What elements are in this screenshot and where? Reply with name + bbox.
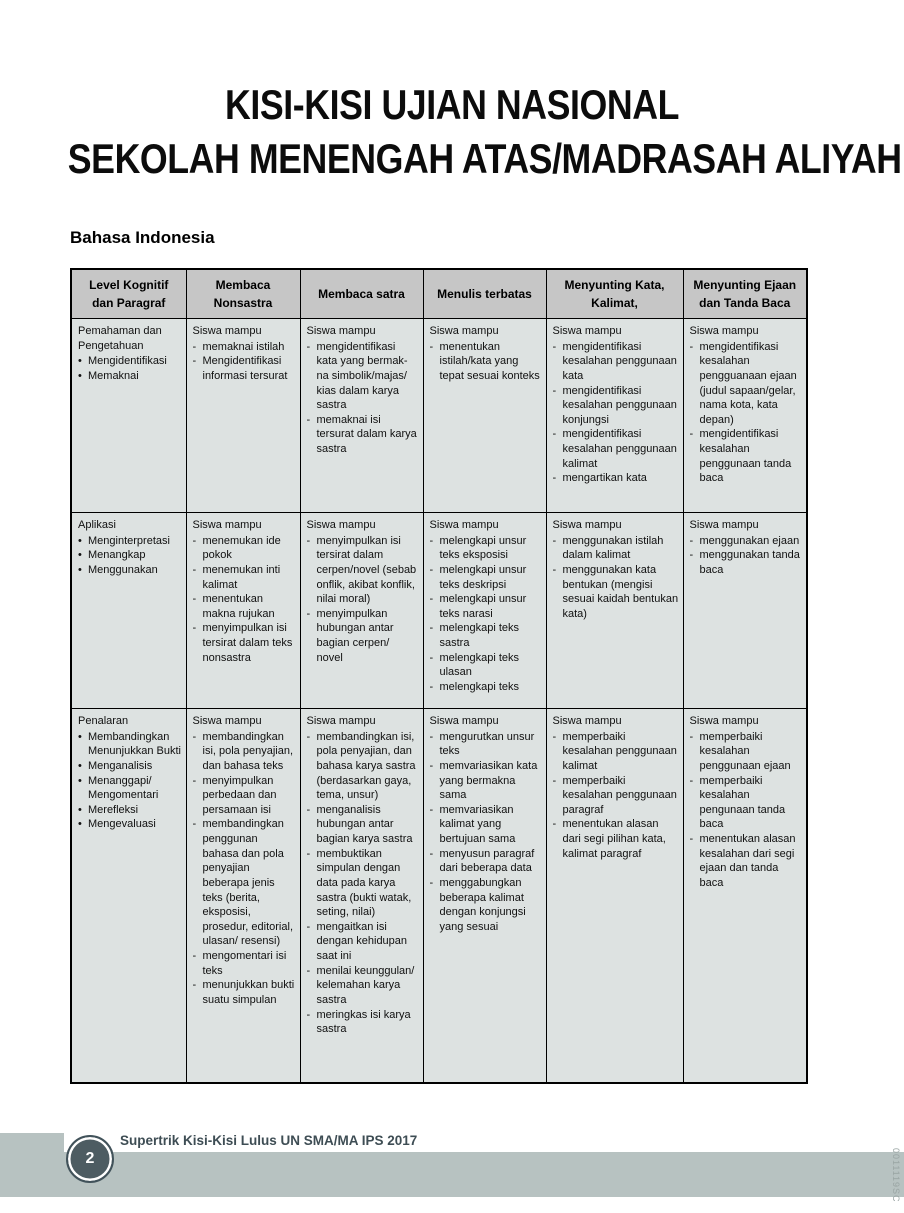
title-line-2: SEKOLAH MENENGAH ATAS/MADRASAH ALIYAH xyxy=(67,134,902,182)
item-text: mengidentifikasi kesalahan penggunaan kalimat xyxy=(562,428,677,470)
table-cell xyxy=(683,709,807,1084)
dash-marker: - xyxy=(306,1008,311,1021)
dash-marker: - xyxy=(429,622,434,635)
item-text: memaknai isi tersurat dalam karya sastra xyxy=(316,413,417,455)
item-text: membuktikan simpulan dengan data pada karya sastra (bukti watak, seting, nilai) xyxy=(316,847,412,919)
item-text: mengurutkan unsur teks xyxy=(439,730,535,758)
cell-item xyxy=(78,759,182,774)
item-text: mengaitkan isi dengan kehidupan saat ini xyxy=(316,920,408,962)
item-text: menggunakan kata bentukan (mengisi sesuai kaidah bentukan kata) xyxy=(562,563,679,620)
table-cell xyxy=(300,513,423,709)
page-number-badge xyxy=(66,1135,114,1183)
column-header: Menyunting Ejaan dan Tanda Baca xyxy=(683,269,807,319)
dash-marker: - xyxy=(192,818,197,831)
cell-item xyxy=(430,340,542,384)
item-text: mengartikan kata xyxy=(562,472,647,485)
item-text: Membandingkan Menunjukkan Bukti xyxy=(88,730,181,758)
table-cell xyxy=(186,709,300,1084)
cell-item-list xyxy=(553,534,679,622)
cell-intro: Siswa mampu xyxy=(306,519,376,531)
cell-intro: Siswa mampu xyxy=(429,519,499,531)
item-text: melengkapi unsur teks narasi xyxy=(439,593,527,620)
item-text: menunjukkan bukti suatu simpulan xyxy=(202,979,295,1006)
item-text: mengidentifikasi kesalahan penggunaan kata xyxy=(562,340,677,382)
item-text: Menginterpretasi xyxy=(88,534,170,547)
section-title: Bahasa Indonesia xyxy=(70,228,215,247)
dash-marker: - xyxy=(429,651,434,664)
dash-marker: - xyxy=(306,534,311,547)
footer-band-notch xyxy=(0,1133,64,1153)
dash-marker: - xyxy=(552,340,557,353)
item-text: Memaknai xyxy=(88,369,139,382)
dash-marker: - xyxy=(429,680,434,693)
item-text: meringkas isi karya sastra xyxy=(316,1008,411,1036)
cell-item xyxy=(430,847,542,876)
cell-item xyxy=(430,876,542,935)
item-text: melengkapi teks sastra xyxy=(439,622,519,649)
table-cell xyxy=(71,513,186,709)
dash-marker: - xyxy=(306,847,311,860)
bullet-marker: • xyxy=(78,803,82,816)
item-text: mengidentifikasi kesalahan pengguanaan ejaan (judul sapaan/gelar, nama kota, kata depan) xyxy=(699,340,797,426)
cell-item xyxy=(78,803,182,818)
cell-item xyxy=(430,563,542,592)
column-header: Menulis terbatas xyxy=(423,269,546,319)
cell-intro: Siswa mampu xyxy=(192,715,262,727)
item-text: mengidentifikasi kesalahan penggunaan konjungsi xyxy=(562,384,677,426)
bullet-marker: • xyxy=(78,369,82,382)
dash-marker: - xyxy=(192,622,197,635)
dash-marker: - xyxy=(689,774,694,787)
table-header-row xyxy=(71,269,807,319)
table-row xyxy=(71,709,807,1084)
cell-item xyxy=(430,534,542,563)
item-text: menyimpulkan perbedaan dan persamaan isi xyxy=(202,774,277,816)
cell-item xyxy=(553,534,679,563)
cell-item xyxy=(690,730,803,774)
dash-marker: - xyxy=(306,340,311,353)
item-text: melengkapi unsur teks eksposisi xyxy=(439,534,527,562)
cell-item-list xyxy=(430,340,542,384)
dash-marker: - xyxy=(689,340,694,353)
cell-item-list xyxy=(78,534,182,578)
dash-marker: - xyxy=(192,950,197,962)
cell-item-list xyxy=(690,340,803,486)
cell-item xyxy=(78,369,182,384)
cell-item-list xyxy=(193,534,296,666)
item-text: Menganalisis xyxy=(88,759,153,772)
item-text: menentukan makna rujukan xyxy=(202,593,275,620)
table-cell xyxy=(423,709,546,1084)
cell-item xyxy=(430,621,542,650)
item-text: membandingkan isi, pola penyajian, dan bahasa teks xyxy=(202,730,294,772)
cell-item-list xyxy=(690,534,803,578)
item-text: memperbaiki kesalahan pengunaan tanda baca xyxy=(699,774,786,831)
item-text: melengkapi teks xyxy=(439,680,519,693)
item-text: menemukan ide pokok xyxy=(202,534,281,562)
cell-item-list xyxy=(553,340,679,486)
item-text: Menangkap xyxy=(88,549,146,562)
item-text: memvariasikan kata yang bermakna sama xyxy=(439,759,538,802)
cell-intro: Siswa mampu xyxy=(689,325,759,337)
item-text: mengidentifikasi kesalahan penggunaan tanda baca xyxy=(699,428,792,485)
cell-item xyxy=(553,563,679,622)
dash-marker: - xyxy=(192,355,197,368)
item-text: menemukan inti kalimat xyxy=(202,563,281,591)
cell-item xyxy=(553,471,679,486)
dash-marker: - xyxy=(306,964,311,977)
cell-item-list xyxy=(430,534,542,695)
dash-marker: - xyxy=(689,833,694,845)
cell-item xyxy=(430,759,542,803)
column-header: Level Kognitif dan Paragraf xyxy=(71,269,186,319)
dash-marker: - xyxy=(552,774,557,787)
cell-item xyxy=(193,340,296,355)
cell-item xyxy=(553,384,679,428)
footer-text: Supertrik Kisi-Kisi Lulus UN SMA/MA IPS 2017 xyxy=(120,1133,418,1148)
dash-marker: - xyxy=(306,920,311,933)
dash-marker: - xyxy=(429,847,434,860)
table-body xyxy=(71,319,807,1084)
cell-item xyxy=(307,920,419,964)
dash-marker: - xyxy=(429,876,434,889)
page-number: 2 xyxy=(85,1150,95,1167)
item-text: menyusun paragraf dari beberapa data xyxy=(439,847,535,875)
column-header: Menyunting Kata, Kalimat, xyxy=(546,269,683,319)
item-text: menyimpulkan isi tersirat dalam teks nonsastra xyxy=(202,622,293,664)
table-cell xyxy=(300,319,423,513)
item-text: mengidentifikasi kata yang bermak-na simbolik/majas/ kias dalam karya sastra xyxy=(316,340,408,412)
item-text: Menanggapi/ Mengomentari xyxy=(88,774,159,802)
bullet-marker: • xyxy=(78,818,82,831)
item-text: melengkapi unsur teks deskripsi xyxy=(439,563,527,591)
table-cell xyxy=(186,319,300,513)
dash-marker: - xyxy=(552,563,557,576)
cell-item xyxy=(307,803,419,847)
dash-marker: - xyxy=(552,818,557,831)
item-text: memaknai istilah xyxy=(202,340,285,353)
table-row xyxy=(71,513,807,709)
cell-intro: Siswa mampu xyxy=(192,519,262,531)
cell-item-list xyxy=(193,730,296,1008)
dash-marker: - xyxy=(429,563,434,576)
dash-marker: - xyxy=(552,730,557,743)
cell-item xyxy=(430,803,542,847)
item-text: mengomentari isi teks xyxy=(202,950,287,977)
item-text: memperbaiki kesalahan penggunaan ejaan xyxy=(699,730,791,772)
item-text: Mengidentifikasi xyxy=(88,355,167,368)
item-text: melengkapi teks ulasan xyxy=(439,651,519,679)
cell-item-list xyxy=(690,730,803,891)
cell-item xyxy=(307,607,419,666)
cell-item xyxy=(193,534,296,563)
dash-marker: - xyxy=(429,803,434,816)
item-text: menggunakan istilah dalam kalimat xyxy=(562,534,664,562)
table-cell xyxy=(71,319,186,513)
cell-intro: Siswa mampu xyxy=(306,325,376,337)
cell-item xyxy=(307,964,419,1008)
cell-item xyxy=(193,978,296,1007)
cell-item xyxy=(307,1008,419,1037)
item-text: menentukan alasan kesalahan dari segi ejaan dan tanda baca xyxy=(699,833,796,889)
cell-item xyxy=(78,817,182,832)
table-cell xyxy=(546,709,683,1084)
bullet-marker: • xyxy=(78,549,82,562)
cell-item xyxy=(78,548,182,563)
dash-marker: - xyxy=(689,730,694,743)
cell-item xyxy=(430,651,542,680)
table-cell xyxy=(683,319,807,513)
cell-item xyxy=(193,354,296,383)
cell-item-list xyxy=(78,354,182,383)
cell-item xyxy=(690,427,803,486)
cell-item xyxy=(78,534,182,549)
item-text: membandingkan isi, pola penyajian, dan bahasa karya sastra (berdasarkan gaya, tema, unsur) xyxy=(316,730,416,802)
cell-intro: Siswa mampu xyxy=(552,715,622,727)
dash-marker: - xyxy=(306,607,311,620)
cell-item xyxy=(430,730,542,759)
cell-intro: Siswa mampu xyxy=(429,715,499,727)
cell-item xyxy=(430,592,542,621)
bullet-marker: • xyxy=(78,355,82,368)
dash-marker: - xyxy=(429,534,434,547)
cell-item-list xyxy=(307,730,419,1037)
dash-marker: - xyxy=(306,803,311,816)
dash-marker: - xyxy=(552,428,557,441)
cell-item xyxy=(193,621,296,665)
cell-item-list xyxy=(78,730,182,832)
item-text: menggunakan tanda baca xyxy=(699,549,800,576)
item-text: Merefleksi xyxy=(88,803,139,816)
cell-item xyxy=(307,534,419,607)
cell-item xyxy=(553,774,679,818)
cell-item xyxy=(193,817,296,949)
cell-item-list xyxy=(193,340,296,384)
table-row xyxy=(71,319,807,513)
cell-item-list xyxy=(307,534,419,666)
cell-item xyxy=(307,413,419,457)
item-text: Mengidentifikasi informasi tersurat xyxy=(202,355,288,382)
cell-intro: Siswa mampu xyxy=(306,715,376,727)
dash-marker: - xyxy=(192,534,197,547)
table-cell xyxy=(423,319,546,513)
item-text: memvariasikan kalimat yang bertujuan sama xyxy=(439,803,516,845)
dash-marker: - xyxy=(192,340,197,353)
cell-item-list xyxy=(553,730,679,862)
cell-item xyxy=(193,774,296,818)
side-code: 0011119SC xyxy=(891,1148,901,1203)
cell-item xyxy=(690,534,803,549)
cell-item xyxy=(307,340,419,413)
cell-intro: Aplikasi xyxy=(78,519,116,531)
cell-item xyxy=(78,730,182,759)
table-cell xyxy=(423,513,546,709)
title-line-1: KISI-KISI UJIAN NASIONAL xyxy=(225,81,679,128)
dash-marker: - xyxy=(306,730,311,743)
cell-item xyxy=(690,340,803,428)
dash-marker: - xyxy=(192,730,197,743)
cell-intro: Siswa mampu xyxy=(689,519,759,531)
column-header: Membaca Nonsastra xyxy=(186,269,300,319)
dash-marker: - xyxy=(306,413,311,426)
cell-intro: Pemahaman dan Pengetahuan xyxy=(78,325,162,352)
cell-item-list xyxy=(430,730,542,935)
item-text: menentukan istilah/kata yang tepat sesuai konteks xyxy=(439,340,540,382)
cell-item xyxy=(78,563,182,578)
table-cell xyxy=(683,513,807,709)
cell-item-list xyxy=(307,340,419,457)
page-title xyxy=(0,78,904,186)
item-text: menentukan alasan dari segi pilihan kata, kalimat paragraf xyxy=(562,818,666,860)
footer-band xyxy=(0,1152,904,1197)
dash-marker: - xyxy=(429,759,434,772)
dash-marker: - xyxy=(192,774,197,787)
item-text: menyimpulkan isi tersirat dalam cerpen/novel (sebab onflik, akibat konflik, nilai moral) xyxy=(316,534,417,606)
item-text: menilai keunggulan/ kelemahan karya sastra xyxy=(316,964,415,1006)
table-cell xyxy=(300,709,423,1084)
kisi-kisi-table xyxy=(70,268,808,1084)
cell-item xyxy=(78,774,182,803)
bullet-marker: • xyxy=(78,730,82,743)
cell-intro: Siswa mampu xyxy=(552,519,622,531)
table-cell xyxy=(546,319,683,513)
cell-item xyxy=(553,340,679,384)
item-text: memperbaiki kesalahan penggunaan kalimat xyxy=(562,730,677,772)
dash-marker: - xyxy=(552,534,557,547)
dash-marker: - xyxy=(192,593,197,606)
item-text: memperbaiki kesalahan penggunaan paragraf xyxy=(562,774,677,816)
column-header: Membaca satra xyxy=(300,269,423,319)
cell-intro: Siswa mampu xyxy=(689,715,759,727)
bullet-marker: • xyxy=(78,534,82,547)
cell-item xyxy=(690,832,803,891)
cell-item xyxy=(193,563,296,592)
item-text: menyimpulkan hubungan antar bagian cerpen/ novel xyxy=(316,607,394,664)
cell-item xyxy=(307,847,419,920)
item-text: membandingkan penggunan bahasa dan pola penyajian beberapa jenis teks (berita, eksposisi, prosedur, editorial, ulasan/ resensi) xyxy=(202,818,293,948)
table-cell xyxy=(71,709,186,1084)
cell-item xyxy=(307,730,419,803)
bullet-marker: • xyxy=(78,774,82,787)
dash-marker: - xyxy=(552,472,557,485)
table-cell xyxy=(546,513,683,709)
dash-marker: - xyxy=(689,534,694,547)
cell-item xyxy=(193,730,296,774)
cell-intro: Penalaran xyxy=(78,715,129,727)
cell-item xyxy=(78,354,182,369)
table-cell xyxy=(186,513,300,709)
cell-item xyxy=(193,592,296,621)
dash-marker: - xyxy=(689,549,694,562)
dash-marker: - xyxy=(689,428,694,441)
bullet-marker: • xyxy=(78,759,82,772)
item-text: Mengevaluasi xyxy=(88,818,156,831)
cell-item xyxy=(553,730,679,774)
dash-marker: - xyxy=(429,730,434,743)
dash-marker: - xyxy=(552,384,557,397)
item-text: menganalisis hubungan antar bagian karya sastra xyxy=(316,803,413,845)
cell-intro: Siswa mampu xyxy=(429,325,499,337)
cell-item xyxy=(430,680,542,695)
cell-item xyxy=(690,548,803,577)
dash-marker: - xyxy=(429,340,434,353)
dash-marker: - xyxy=(192,563,197,576)
cell-intro: Siswa mampu xyxy=(192,325,262,337)
item-text: menggunakan ejaan xyxy=(699,534,800,547)
cell-item xyxy=(193,949,296,978)
cell-item xyxy=(553,817,679,861)
dash-marker: - xyxy=(429,593,434,606)
bullet-marker: • xyxy=(78,563,82,576)
cell-intro: Siswa mampu xyxy=(552,325,622,337)
dash-marker: - xyxy=(192,979,197,992)
cell-item xyxy=(690,774,803,833)
cell-item xyxy=(553,427,679,471)
item-text: menggabungkan beberapa kalimat dengan konjungsi yang sesuai xyxy=(439,876,526,933)
item-text: Menggunakan xyxy=(88,563,158,576)
